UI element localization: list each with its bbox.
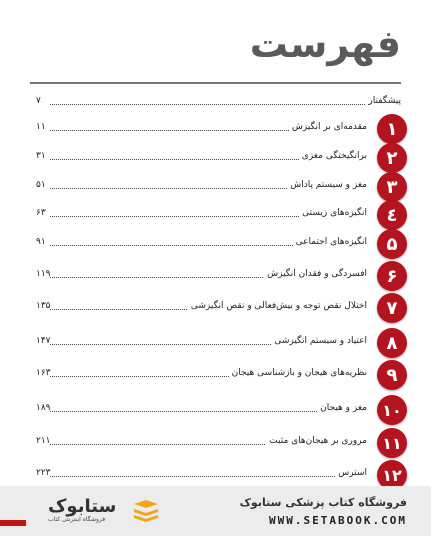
toc-row-10: [36, 399, 407, 421]
chapter-number-badge: ۱۲: [377, 460, 407, 490]
toc-row-2: [36, 147, 407, 169]
toc-page-number: ۹۱: [36, 237, 46, 247]
toc-label: پیشگفتار: [365, 96, 401, 106]
toc-row-11: [36, 432, 407, 454]
chapter-number-badge: ۳: [377, 172, 407, 202]
toc-page-number: ۱۱۹: [36, 269, 51, 279]
toc-label: مغز و هیجان: [317, 403, 367, 413]
logo-tagline: فروشگاه اینترنتی کتاب: [48, 516, 106, 523]
toc-page-number: ۲۲۳: [36, 468, 51, 478]
toc-label: مروری بر هیجان‌های مثبت: [266, 436, 367, 446]
store-url: WWW.SETABOOK.COM: [269, 514, 407, 527]
toc-label: مقدمه‌ای بر انگیزش: [289, 122, 367, 132]
toc-row-7: [36, 297, 407, 319]
chapter-number-badge: ۵: [377, 229, 407, 259]
toc-row-preface: [36, 92, 407, 114]
leader-dots: [50, 476, 367, 477]
chapter-number-badge: ۱: [377, 114, 407, 144]
chapter-number-badge: ۱۰: [377, 395, 407, 425]
toc-label: انگیزه‌های اجتماعی: [293, 237, 367, 247]
toc-label: برانگیختگی مغزی: [299, 151, 367, 161]
toc-row-5: [36, 233, 407, 255]
store-name: فروشگاه کتاب پزشکی ستابوک: [239, 496, 407, 509]
toc-row-6: [36, 265, 407, 287]
toc-row-8: [36, 332, 407, 354]
toc-label: استرس: [335, 468, 367, 478]
toc-page-number: ۶۳: [36, 208, 46, 218]
chapter-number-badge: ۶: [377, 261, 407, 291]
chapter-number-badge: ۷: [377, 293, 407, 323]
toc-label: افسردگی و فقدان انگیزش: [264, 269, 367, 279]
page-title: فهرست: [249, 22, 401, 66]
chapter-number-badge: ٤: [377, 200, 407, 230]
logo-wordmark: ستابوک: [48, 496, 117, 517]
toc-page-number: ۱۶۳: [36, 368, 51, 378]
toc-page-number: ۲۱۱: [36, 436, 51, 446]
footer-accent-bar: [0, 520, 26, 526]
toc-label: نظریه‌های هیجان و بازشناسی هیجان: [229, 368, 367, 378]
toc-label: مغز و سیستم پاداش: [287, 180, 367, 190]
toc-page-number: ۱۴۷: [36, 336, 51, 346]
toc-page-number: ۱۱: [36, 122, 46, 132]
toc-row-9: [36, 364, 407, 386]
toc-row-12: [36, 464, 407, 486]
toc-row-1: [36, 118, 407, 140]
book-stack-icon: [132, 500, 160, 522]
toc-row-4: [36, 204, 407, 226]
toc-label: اعتیاد و سیستم انگیزشی: [271, 336, 367, 346]
chapter-number-badge: ۱۱: [377, 428, 407, 458]
chapter-number-badge: ۲: [377, 143, 407, 173]
toc-label: اختلال نقص توجه و بیش‌فعالی و نقص انگیزشی: [188, 301, 367, 311]
toc-label: انگیزه‌های زیستی: [299, 208, 367, 218]
chapter-number-badge: ۸: [377, 328, 407, 358]
toc-page-number: ۵۱: [36, 180, 46, 190]
toc-page-number: ۳۱: [36, 151, 46, 161]
toc-page-number: ۷: [36, 96, 41, 106]
leader-dots: [50, 104, 401, 105]
toc-page-number: ۱۸۹: [36, 403, 51, 413]
toc-page-number: ۱۳۵: [36, 301, 51, 311]
toc-row-3: [36, 176, 407, 198]
chapter-number-badge: ۹: [377, 360, 407, 390]
